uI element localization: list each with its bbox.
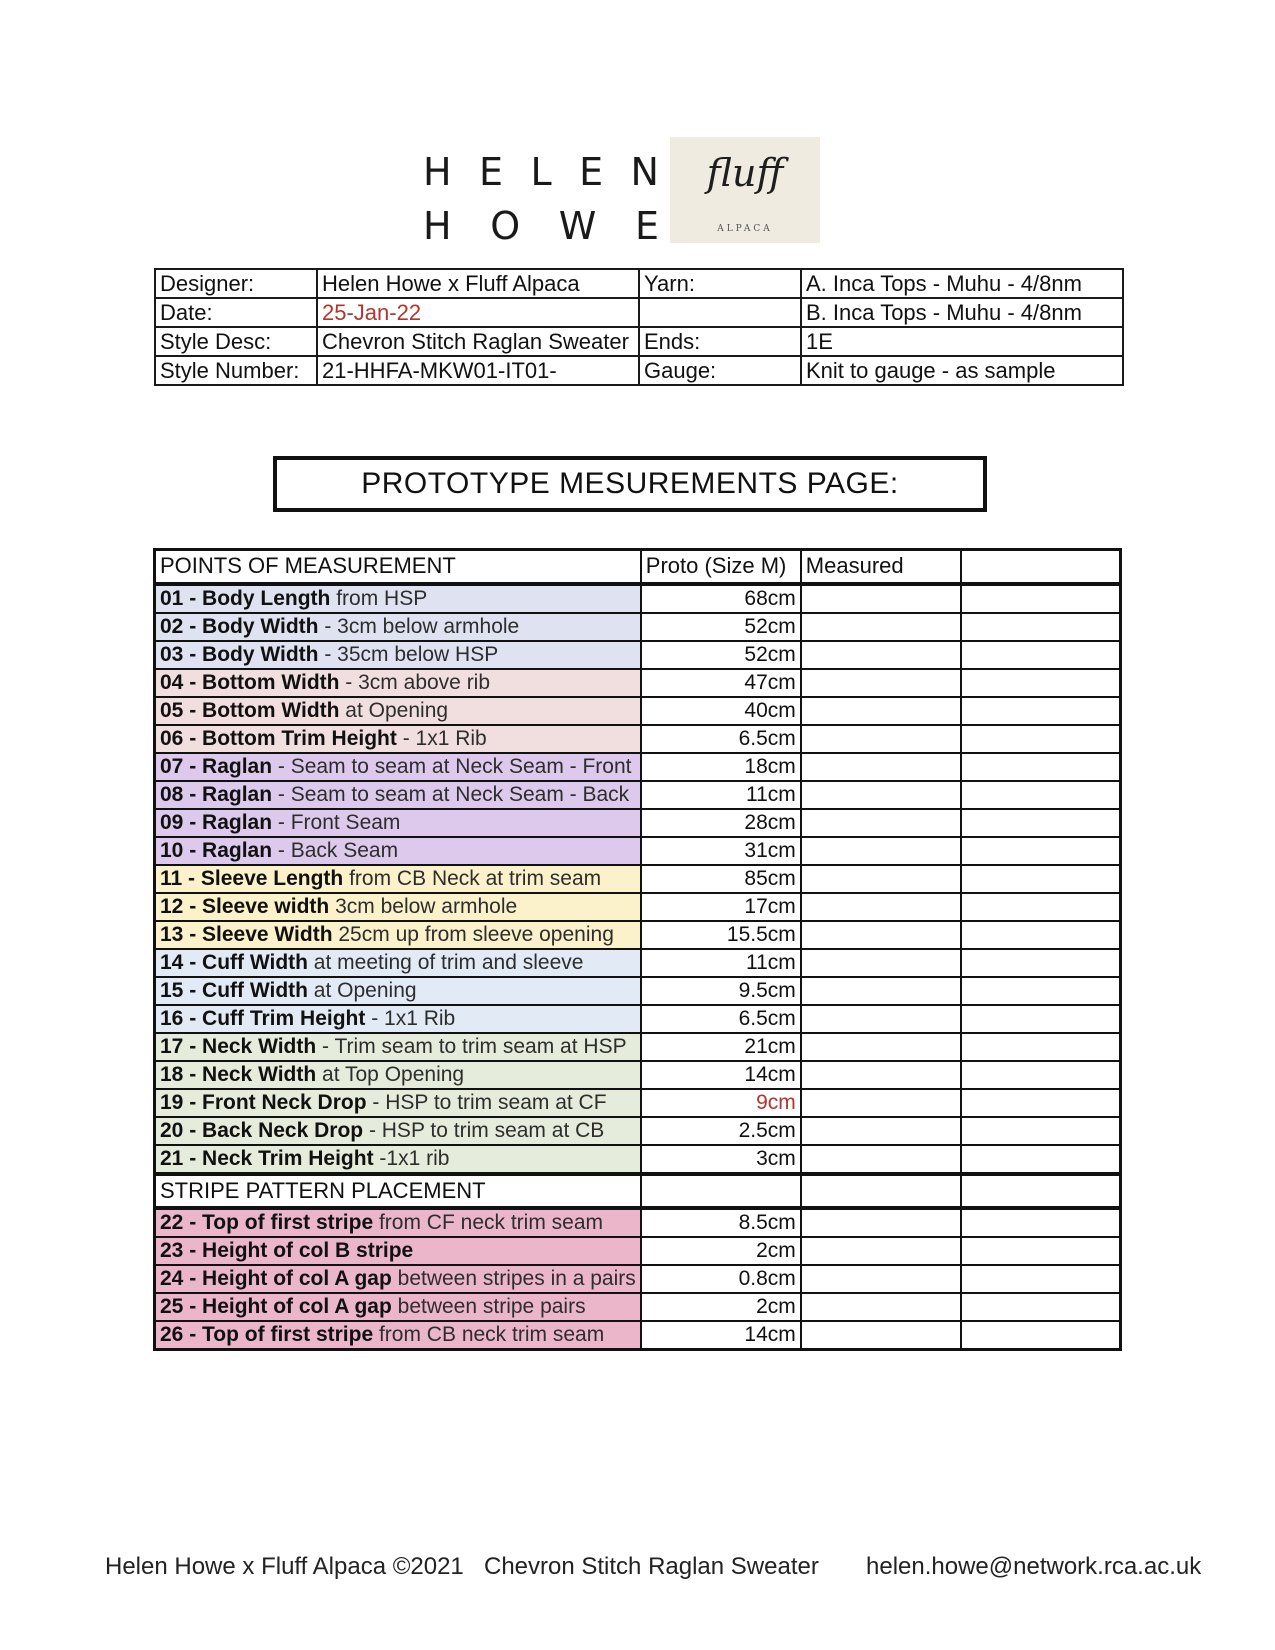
point-number: 23 - (160, 1238, 197, 1262)
measurement-row (155, 1033, 1121, 1061)
info-label-2 (639, 298, 801, 327)
measurement-row (155, 1005, 1121, 1033)
proto-value: 21cm (641, 1033, 801, 1061)
info-label: Style Desc: (155, 327, 317, 356)
header-measured: Measured (801, 550, 961, 584)
point-number: 12 - (160, 894, 197, 918)
point-detail: at Opening (307, 978, 417, 1002)
measurement-point (155, 1089, 641, 1117)
header-blank (961, 550, 1121, 584)
point-number: 02 - (160, 614, 197, 638)
info-label: Date: (155, 298, 317, 327)
point-detail: from CB Neck at trim seam (343, 866, 602, 890)
point-name: Cuff Trim Height (202, 1006, 366, 1030)
logo-letter: E (634, 204, 659, 248)
measurement-point (155, 949, 641, 977)
point-name: Sleeve width (202, 894, 330, 918)
measured-value-cell[interactable] (801, 1061, 961, 1089)
measurement-row (155, 613, 1121, 641)
extra-cell[interactable] (961, 1208, 1121, 1237)
point-detail: 3cm below armhole (329, 894, 518, 918)
point-detail: - 35cm below HSP (318, 642, 499, 666)
measurement-point (155, 1321, 641, 1350)
point-number: 24 - (160, 1266, 197, 1290)
extra-cell[interactable] (961, 641, 1121, 669)
measurement-row (155, 584, 1121, 613)
measured-value-cell[interactable] (801, 613, 961, 641)
proto-value: 14cm (641, 1061, 801, 1089)
point-number: 17 - (160, 1034, 197, 1058)
proto-value: 68cm (641, 584, 801, 613)
point-detail: 25cm up from sleeve opening (332, 922, 614, 946)
point-name: Height of col A gap (202, 1266, 392, 1290)
extra-cell[interactable] (961, 977, 1121, 1005)
proto-value: 9.5cm (641, 977, 801, 1005)
proto-value: 8.5cm (641, 1208, 801, 1237)
footer-copyright: Helen Howe x Fluff Alpaca ©2021 (105, 1553, 464, 1580)
extra-cell[interactable] (961, 697, 1121, 725)
point-detail: from HSP (330, 586, 428, 610)
extra-cell[interactable] (961, 1033, 1121, 1061)
point-detail: - Seam to seam at Neck Seam - Back (272, 782, 630, 806)
measurement-point (155, 584, 641, 613)
point-detail: -1x1 rib (373, 1146, 450, 1170)
proto-value: 17cm (641, 893, 801, 921)
header-points-of-measurement: POINTS OF MEASUREMENT (155, 550, 641, 584)
point-detail: - HSP to trim seam at CB (363, 1118, 605, 1142)
header-proto-size: Proto (Size M) (641, 550, 801, 584)
proto-value: 14cm (641, 1321, 801, 1350)
proto-value: 11cm (641, 781, 801, 809)
brand-logo (423, 137, 820, 248)
point-name: Raglan (202, 810, 273, 834)
measurement-point (155, 1145, 641, 1174)
point-number: 07 - (160, 754, 197, 778)
measurement-point (155, 809, 641, 837)
point-detail: - Seam to seam at Neck Seam - Front (272, 754, 632, 778)
measurement-point (155, 669, 641, 697)
point-name: Neck Width (202, 1034, 317, 1058)
measured-value-cell[interactable] (801, 837, 961, 865)
extra-cell[interactable] (961, 725, 1121, 753)
extra-cell[interactable] (961, 949, 1121, 977)
info-row (155, 356, 1123, 385)
extra-cell[interactable] (961, 781, 1121, 809)
measurement-row (155, 753, 1121, 781)
point-detail: at meeting of trim and sleeve (307, 950, 584, 974)
extra-cell[interactable] (961, 1145, 1121, 1174)
info-value: Chevron Stitch Raglan Sweater (317, 327, 639, 356)
point-number: 08 - (160, 782, 197, 806)
measurement-row (155, 921, 1121, 949)
point-number: 06 - (160, 726, 197, 750)
point-name: Cuff Width (202, 950, 308, 974)
extra-cell[interactable] (961, 1237, 1121, 1265)
info-row (155, 298, 1123, 327)
point-name: Bottom Width (202, 670, 340, 694)
measurement-point (155, 1005, 641, 1033)
point-number: 22 - (160, 1210, 197, 1234)
info-value-2: 1E (801, 327, 1123, 356)
logo-letter: N (630, 150, 659, 194)
point-name: Neck Width (202, 1062, 317, 1086)
point-name: Height of col B stripe (202, 1238, 414, 1262)
measurement-row (155, 1117, 1121, 1145)
proto-value: 2.5cm (641, 1117, 801, 1145)
point-detail: - Trim seam to trim seam at HSP (316, 1034, 627, 1058)
measurements-table (153, 548, 1122, 1351)
measurement-point (155, 893, 641, 921)
footer-style-name: Chevron Stitch Raglan Sweater (484, 1553, 819, 1580)
measurement-row (155, 977, 1121, 1005)
table-header-row (155, 550, 1121, 584)
extra-cell[interactable] (961, 837, 1121, 865)
measurement-point (155, 641, 641, 669)
measured-value-cell[interactable] (801, 949, 961, 977)
logo-line-howe (423, 199, 659, 253)
point-detail: - 3cm above rib (339, 670, 491, 694)
point-number: 26 - (160, 1322, 197, 1346)
point-name: Neck Trim Height (202, 1146, 374, 1170)
measurement-point (155, 1208, 641, 1237)
point-name: Sleeve Width (202, 922, 333, 946)
logo-letter: H (423, 204, 452, 248)
point-number: 15 - (160, 978, 197, 1002)
measurement-point (155, 837, 641, 865)
logo-letter: L (530, 150, 552, 194)
point-number: 16 - (160, 1006, 197, 1030)
point-detail: - 1x1 Rib (365, 1006, 456, 1030)
proto-value: 6.5cm (641, 725, 801, 753)
proto-value: 15.5cm (641, 921, 801, 949)
proto-value: 47cm (641, 669, 801, 697)
extra-cell[interactable] (961, 1005, 1121, 1033)
measured-value-cell[interactable] (801, 1117, 961, 1145)
fluff-logo-badge (670, 137, 820, 243)
measurement-point (155, 781, 641, 809)
point-name: Body Length (202, 586, 331, 610)
point-detail: - 3cm below armhole (318, 614, 520, 638)
point-name: Top of first stripe (202, 1210, 374, 1234)
point-detail: at Top Opening (316, 1062, 465, 1086)
point-detail: - Back Seam (272, 838, 399, 862)
measurement-row (155, 1237, 1121, 1265)
measurement-row (155, 1293, 1121, 1321)
measured-value-cell[interactable] (801, 1145, 961, 1174)
point-name: Front Neck Drop (202, 1090, 367, 1114)
measurement-row (155, 1061, 1121, 1089)
extra-cell[interactable] (961, 753, 1121, 781)
info-value: Helen Howe x Fluff Alpaca (317, 269, 639, 298)
measured-value-cell[interactable] (801, 977, 961, 1005)
measured-value-cell[interactable] (801, 669, 961, 697)
measurement-row (155, 641, 1121, 669)
extra-cell[interactable] (961, 1293, 1121, 1321)
point-detail: between stripe pairs (391, 1294, 586, 1318)
point-number: 21 - (160, 1146, 197, 1170)
proto-value: 52cm (641, 641, 801, 669)
measurement-row (155, 1089, 1121, 1117)
point-number: 11 - (160, 866, 196, 890)
info-label-2: Gauge: (639, 356, 801, 385)
measured-value-cell[interactable] (801, 697, 961, 725)
measurement-row (155, 809, 1121, 837)
measurement-point (155, 921, 641, 949)
proto-value: 2cm (641, 1293, 801, 1321)
measured-value-cell[interactable] (801, 1237, 961, 1265)
measured-value-cell[interactable] (801, 1005, 961, 1033)
extra-cell[interactable] (961, 1117, 1121, 1145)
point-number: 18 - (160, 1062, 197, 1086)
extra-cell[interactable] (961, 1089, 1121, 1117)
fluff-logo-script: fluff (706, 151, 784, 195)
point-name: Sleeve Length (200, 866, 344, 890)
point-name: Raglan (202, 838, 273, 862)
proto-value: 6.5cm (641, 1005, 801, 1033)
point-name: Back Neck Drop (202, 1118, 364, 1142)
extra-cell[interactable] (961, 613, 1121, 641)
info-value: 25-Jan-22 (317, 298, 639, 327)
info-label-2: Yarn: (639, 269, 801, 298)
point-name: Body Width (202, 614, 319, 638)
proto-value: 28cm (641, 809, 801, 837)
point-number: 04 - (160, 670, 197, 694)
info-label: Designer: (155, 269, 317, 298)
point-number: 03 - (160, 642, 197, 666)
measured-value-cell[interactable] (801, 1265, 961, 1293)
proto-value: 31cm (641, 837, 801, 865)
point-name: Bottom Trim Height (202, 726, 397, 750)
point-number: 09 - (160, 810, 197, 834)
logo-letter: O (490, 204, 521, 248)
logo-letter: E (479, 150, 504, 194)
info-value-2: B. Inca Tops - Muhu - 4/8nm (801, 298, 1123, 327)
point-name: Cuff Width (202, 978, 308, 1002)
page-title: PROTOTYPE MESUREMENTS PAGE: (273, 456, 987, 512)
point-number: 10 - (160, 838, 197, 862)
extra-cell[interactable] (961, 921, 1121, 949)
measured-value-cell[interactable] (801, 1321, 961, 1350)
measurement-row (155, 697, 1121, 725)
point-number: 14 - (160, 950, 197, 974)
measured-value-cell[interactable] (801, 753, 961, 781)
info-label: Style Number: (155, 356, 317, 385)
extra-cell[interactable] (961, 669, 1121, 697)
proto-value: 18cm (641, 753, 801, 781)
measurement-point (155, 977, 641, 1005)
measured-value-cell[interactable] (801, 1293, 961, 1321)
measured-value-cell[interactable] (801, 781, 961, 809)
proto-value: 0.8cm (641, 1265, 801, 1293)
logo-line-helen (423, 145, 659, 199)
measurement-row (155, 837, 1121, 865)
measured-value-cell[interactable] (801, 809, 961, 837)
proto-value: 2cm (641, 1237, 801, 1265)
measured-value-cell[interactable] (801, 893, 961, 921)
info-value: 21-HHFA-MKW01-IT01- (317, 356, 639, 385)
point-detail: at Opening (339, 698, 449, 722)
measurement-point (155, 1237, 641, 1265)
info-row (155, 327, 1123, 356)
measurement-point (155, 753, 641, 781)
info-value-2: A. Inca Tops - Muhu - 4/8nm (801, 269, 1123, 298)
measured-value-cell[interactable] (801, 1033, 961, 1061)
measurement-row (155, 1145, 1121, 1174)
measurement-row (155, 781, 1121, 809)
proto-value: 9cm (641, 1089, 801, 1117)
info-value-2: Knit to gauge - as sample (801, 356, 1123, 385)
point-name: Raglan (202, 754, 273, 778)
measured-value-cell[interactable] (801, 725, 961, 753)
measured-value-cell[interactable] (801, 921, 961, 949)
point-name: Top of first stripe (202, 1322, 374, 1346)
logo-letter: W (558, 204, 597, 248)
point-name: Bottom Width (202, 698, 340, 722)
style-info-table (154, 268, 1124, 386)
point-number: 01 - (160, 586, 197, 610)
proto-value: 3cm (641, 1145, 801, 1174)
logo-wordmark (423, 145, 663, 253)
measurement-row (155, 1208, 1121, 1237)
measured-value-cell[interactable] (801, 641, 961, 669)
measurement-row (155, 1321, 1121, 1350)
measurement-point (155, 1033, 641, 1061)
section-header-row (155, 1174, 1121, 1208)
point-number: 05 - (160, 698, 197, 722)
point-name: Body Width (202, 642, 319, 666)
point-detail: - 1x1 Rib (396, 726, 487, 750)
logo-letter: H (423, 150, 452, 194)
measurement-point (155, 1293, 641, 1321)
measurement-point (155, 1061, 641, 1089)
section-blank-cell (801, 1174, 961, 1208)
measurement-point (155, 1117, 641, 1145)
point-name: Raglan (202, 782, 273, 806)
proto-value: 11cm (641, 949, 801, 977)
point-number: 25 - (160, 1294, 197, 1318)
extra-cell[interactable] (961, 1061, 1121, 1089)
extra-cell[interactable] (961, 584, 1121, 613)
measurement-row (155, 669, 1121, 697)
logo-letter: E (579, 150, 604, 194)
info-label-2: Ends: (639, 327, 801, 356)
footer-email: helen.howe@network.rca.ac.uk (866, 1553, 1202, 1580)
measurement-row (155, 865, 1121, 893)
point-detail: - Front Seam (272, 810, 401, 834)
measurement-row (155, 949, 1121, 977)
point-detail: between stripes in a pairs (391, 1266, 636, 1290)
measured-value-cell[interactable] (801, 1208, 961, 1237)
point-number: 13 - (160, 922, 197, 946)
measurement-point (155, 1265, 641, 1293)
measured-value-cell[interactable] (801, 865, 961, 893)
measurement-point (155, 725, 641, 753)
measurement-point (155, 613, 641, 641)
point-number: 19 - (160, 1090, 197, 1114)
measurement-row (155, 725, 1121, 753)
extra-cell[interactable] (961, 865, 1121, 893)
extra-cell[interactable] (961, 1321, 1121, 1350)
proto-value: 85cm (641, 865, 801, 893)
measurement-row (155, 893, 1121, 921)
point-name: Height of col A gap (202, 1294, 392, 1318)
extra-cell[interactable] (961, 1265, 1121, 1293)
point-detail: from CB neck trim seam (373, 1322, 605, 1346)
measured-value-cell[interactable] (801, 1089, 961, 1117)
point-detail: from CF neck trim seam (373, 1210, 604, 1234)
section-blank-cell (641, 1174, 801, 1208)
proto-value: 40cm (641, 697, 801, 725)
proto-value: 52cm (641, 613, 801, 641)
measurement-row (155, 1265, 1121, 1293)
measured-value-cell[interactable] (801, 584, 961, 613)
extra-cell[interactable] (961, 809, 1121, 837)
point-detail: - HSP to trim seam at CF (366, 1090, 607, 1114)
extra-cell[interactable] (961, 893, 1121, 921)
point-number: 20 - (160, 1118, 197, 1142)
fluff-logo-subtitle: ALPACA (717, 224, 773, 234)
section-blank-cell (961, 1174, 1121, 1208)
info-row (155, 269, 1123, 298)
measurement-point (155, 697, 641, 725)
section-title-stripe: STRIPE PATTERN PLACEMENT (155, 1174, 641, 1208)
measurement-point (155, 865, 641, 893)
